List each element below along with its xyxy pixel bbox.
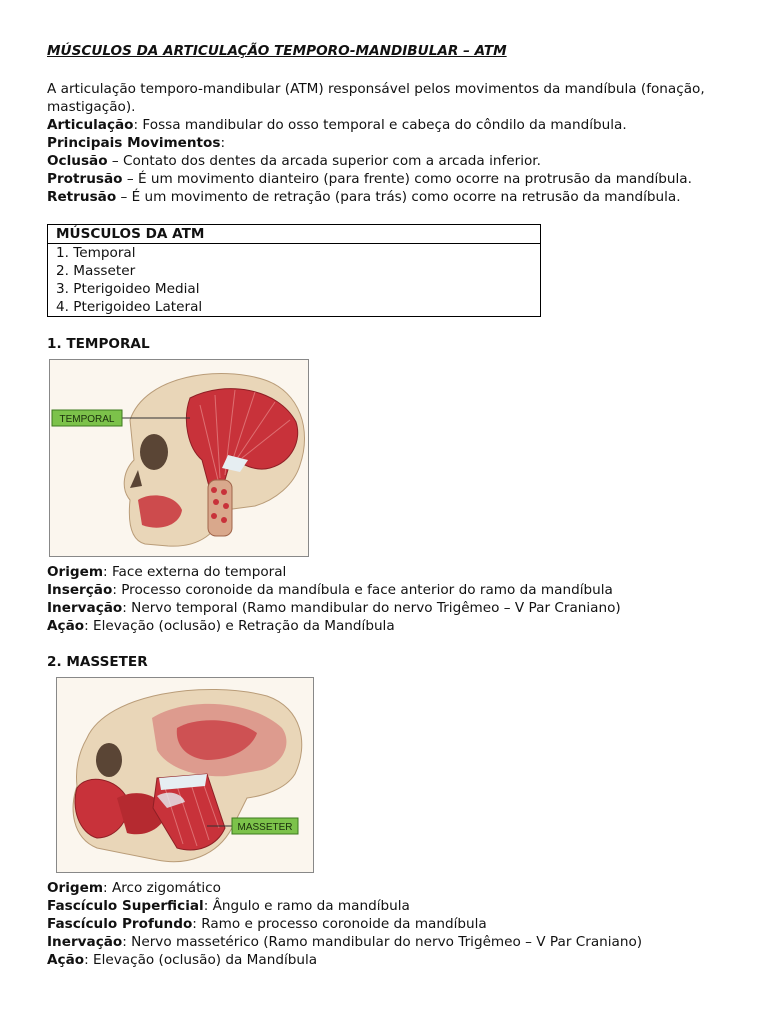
temporal-info <box>47 563 737 635</box>
masseter-origem-label: Origem <box>47 880 104 896</box>
movimentos-colon: : <box>220 135 226 151</box>
masseter-profundo-text: : Ramo e processo coronoide da mandíbula <box>192 916 487 932</box>
masseter-inervacao-text: : Nervo massetérico (Ramo mandibular do nervo Trigêmeo – V Par Craniano) <box>122 934 643 950</box>
movimentos-label: Principais Movimentos <box>47 135 221 151</box>
intro-section <box>47 80 727 206</box>
oclusao-label: Oclusão <box>47 153 108 169</box>
protrusao-text: – É um movimento dianteiro (para frente) como ocorre na protrusão da mandíbula. <box>122 171 692 187</box>
protrusao-line <box>47 170 727 188</box>
movimentos-line <box>47 134 727 152</box>
table-row <box>48 298 541 317</box>
masseter-superficial-line <box>47 897 737 915</box>
table-row <box>48 244 541 263</box>
retrusao-line <box>47 188 727 206</box>
masseter-acao-label: Ação <box>47 952 85 968</box>
temporal-insercao-label: Inserção <box>47 582 113 598</box>
temporal-inervacao-line <box>47 599 737 617</box>
temporal-heading: 1. TEMPORAL <box>47 336 150 352</box>
document-page <box>47 42 737 969</box>
masseter-inervacao-line <box>47 933 737 951</box>
temporal-acao-line <box>47 617 737 635</box>
masseter-profundo-label: Fascículo Profundo <box>47 916 193 932</box>
masseter-figure <box>56 677 314 873</box>
temporal-skull-illustration <box>50 360 308 556</box>
temporal-figure <box>49 359 309 557</box>
protrusao-label: Protrusão <box>47 171 123 187</box>
temporal-origem-label: Origem <box>47 564 104 580</box>
masseter-superficial-text: : Ângulo e ramo da mandíbula <box>203 898 410 914</box>
temporal-origem-text: : Face externa do temporal <box>103 564 287 580</box>
table-cell: 3. Pterigoideo Medial <box>56 281 200 297</box>
intro-text: A articulação temporo-mandibular (ATM) responsável pelos movimentos da mandíbula (fonação, mastigação). <box>47 81 705 115</box>
masseter-skull-illustration <box>57 678 313 872</box>
masseter-inervacao-label: Inervação <box>47 934 123 950</box>
temporal-inervacao-label: Inervação <box>47 600 123 616</box>
oclusao-line <box>47 152 727 170</box>
oclusao-text: – Contato dos dentes da arcada superior com a arcada inferior. <box>107 153 541 169</box>
muscles-table <box>47 224 541 317</box>
masseter-heading: 2. MASSETER <box>47 654 148 670</box>
masseter-acao-line <box>47 951 737 969</box>
masseter-info <box>47 879 737 969</box>
articulacao-text: : Fossa mandibular do osso temporal e cabeça do côndilo da mandíbula. <box>133 117 627 133</box>
temporal-figure-label: TEMPORAL <box>59 414 115 425</box>
articulacao-label: Articulação <box>47 117 134 133</box>
table-cell: 2. Masseter <box>56 263 136 279</box>
temporal-acao-label: Ação <box>47 618 85 634</box>
masseter-superficial-label: Fascículo Superficial <box>47 898 204 914</box>
temporal-acao-text: : Elevação (oclusão) e Retração da Mandíbula <box>84 618 395 634</box>
table-header: MÚSCULOS DA ATM <box>48 225 541 244</box>
table-cell: 1. Temporal <box>56 245 136 261</box>
temporal-insercao-line <box>47 581 737 599</box>
table-header-row <box>48 225 541 244</box>
masseter-acao-text: : Elevação (oclusão) da Mandíbula <box>84 952 318 968</box>
masseter-origem-text: : Arco zigomático <box>103 880 221 896</box>
retrusao-label: Retrusão <box>47 189 117 205</box>
temporal-inervacao-text: : Nervo temporal (Ramo mandibular do nervo Trigêmeo – V Par Craniano) <box>122 600 621 616</box>
document-title: MÚSCULOS DA ARTICULAÇÃO TEMPORO-MANDIBULAR – ATM <box>47 43 507 59</box>
table-cell: 4. Pterigoideo Lateral <box>56 299 203 315</box>
masseter-figure-label: MASSETER <box>237 822 293 833</box>
temporal-insercao-text: : Processo coronoide da mandíbula e face anterior do ramo da mandíbula <box>112 582 613 598</box>
masseter-profundo-line <box>47 915 737 933</box>
retrusao-text: – É um movimento de retração (para trás) como ocorre na retrusão da mandíbula. <box>116 189 681 205</box>
masseter-origem-line <box>47 879 737 897</box>
articulacao-line <box>47 116 727 134</box>
table-row <box>48 262 541 280</box>
temporal-origem-line <box>47 563 737 581</box>
table-row <box>48 280 541 298</box>
